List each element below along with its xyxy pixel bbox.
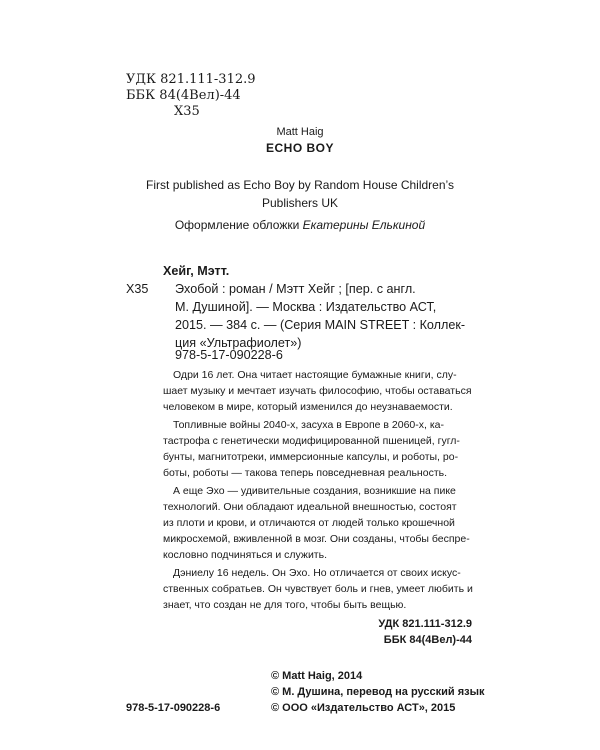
annotation-line: кословно подчиняться и служить.	[163, 548, 328, 561]
original-author: Matt Haig	[276, 126, 324, 138]
copyright-line: © М. Душина, перевод на русский язык	[271, 686, 485, 698]
published-line-1: First published as Echo Boy by Random House Children’s	[146, 178, 454, 192]
bib-mark: Х35	[126, 282, 149, 296]
cover-credit-prefix: Оформление обложки	[174, 218, 303, 232]
annotation-line: боты, роботы — такова теперь повседневная реальность.	[163, 466, 448, 479]
bbk-code: ББК 84(4Вел)-44	[126, 88, 241, 103]
bib-heading: Хейг, Мэтт.	[163, 264, 230, 278]
annotation-line: А еще Эхо — удивительные создания, возникшие на пике	[173, 485, 456, 497]
published-line-2: Publishers UK	[261, 196, 339, 210]
author-mark: Х35	[174, 104, 200, 119]
annotation-line: Дэниелу 16 недель. Он Эхо. Но отличается от своих искус-	[173, 567, 461, 579]
copyright-isbn: 978-5-17-090228-6	[126, 702, 221, 714]
bib-line: Эхобой : роман / Мэтт Хейг ; [пер. с англ.	[175, 282, 416, 296]
annotation-line: технологий. Они обладают идеальной внешностью, состоят	[163, 500, 457, 513]
udk-code: УДК 821.111-312.9	[126, 72, 256, 87]
cover-designer: Екатерины Елькиной	[302, 218, 426, 232]
annotation-line: Одри 16 лет. Она читает настоящие бумажные книги, слу-	[173, 369, 457, 381]
bottom-bbk-code: ББК 84(4Вел)-44	[383, 634, 472, 646]
annotation-paragraph	[163, 368, 472, 416]
annotation-line: из плоти и крови, и отличаются от людей только крошечной	[163, 516, 455, 529]
copyright-line: © Matt Haig, 2014	[271, 670, 363, 682]
copyright-line: © ООО «Издательство АСТ», 2015	[271, 702, 456, 714]
annotation-line: бунты, магнитотреки, иммерсионные капсулы, и роботы, ро-	[163, 450, 459, 463]
annotation-line: тастрофа с генетически модифицированной пшеницей, гугл-	[163, 434, 460, 447]
annotation-line: знает, что создан не для того, чтобы быть вещью.	[163, 598, 407, 611]
bib-description	[175, 280, 465, 352]
annotation-paragraph	[163, 566, 473, 614]
original-title: ECHO BOY	[265, 141, 334, 155]
annotation-line: шает музыку и мечтает изучать философию, чтобы оставаться	[163, 384, 472, 397]
cover-credit	[0, 216, 600, 234]
annotation-paragraph	[163, 418, 460, 482]
bib-isbn: 978-5-17-090228-6	[175, 348, 283, 362]
bottom-udk-code: УДК 821.111-312.9	[378, 618, 472, 630]
bib-line: М. Душиной]. — Москва : Издательство АСТ,	[175, 300, 437, 314]
annotation-line: человеком в мире, который изменился до неузнаваемости.	[163, 400, 453, 413]
bib-line: 2015. — 384 с. — (Серия MAIN STREET : Коллек-	[175, 318, 466, 332]
annotation-line: Топливные войны 2040-х, засуха в Европе в 2060-х, ка-	[173, 419, 444, 431]
bib-line: ция «Ультрафиолет»)	[175, 336, 302, 350]
annotation-line: ственных собратьев. Он чувствует боль и гнев, умеет любить и	[163, 582, 473, 595]
annotation-paragraph	[163, 484, 470, 564]
annotation-line: микросхемой, вживленной в мозг. Они созданы, чтобы беспре-	[163, 532, 470, 545]
